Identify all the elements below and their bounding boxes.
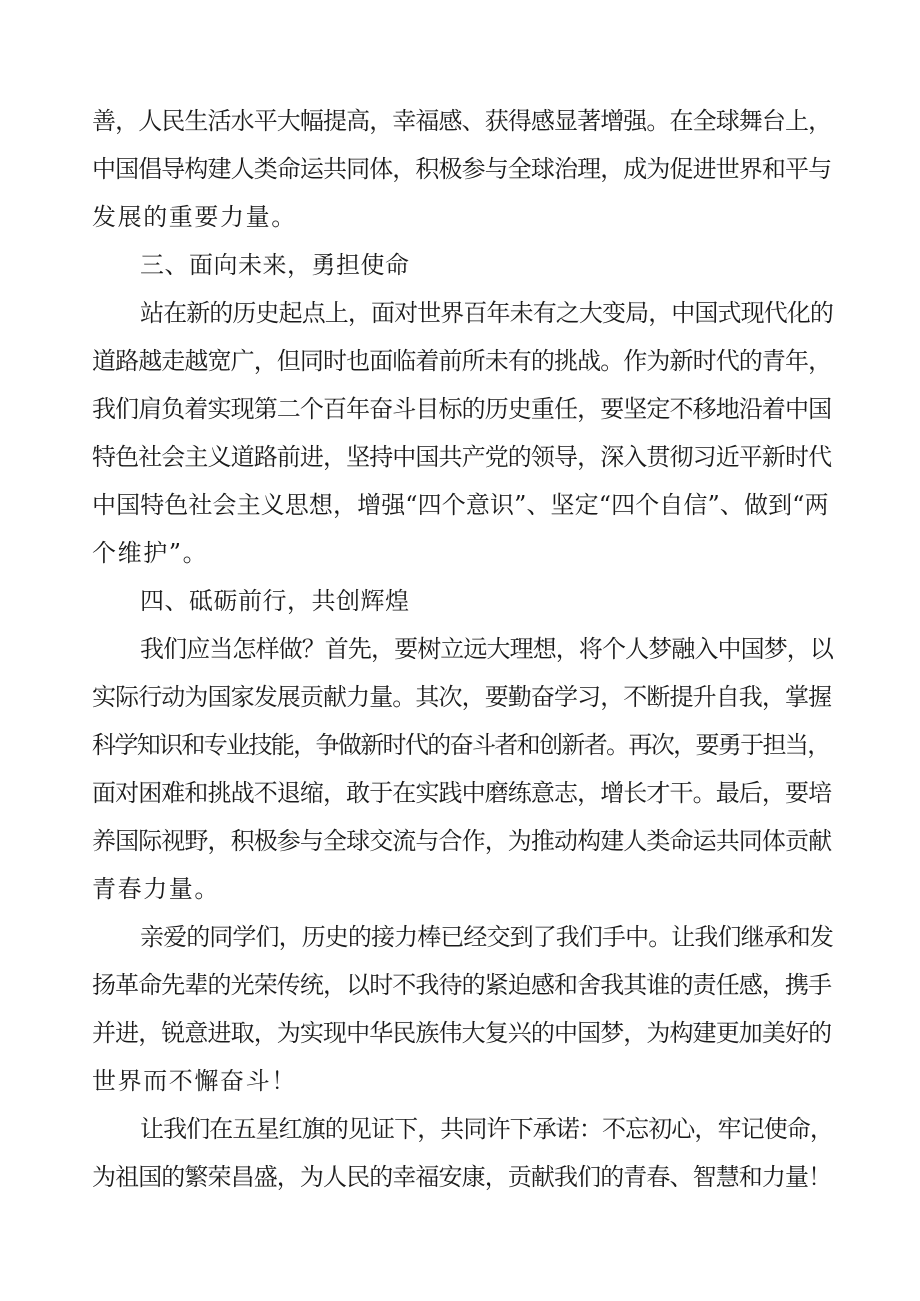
text-line: 中国特色社会主义思想，增强“四个意识”、坚定“四个自信”、做到“两	[92, 491, 829, 519]
section-heading: 三、面向未来，勇担使命	[140, 251, 410, 279]
paragraph	[92, 289, 836, 577]
document-page	[92, 97, 836, 1201]
paragraph	[92, 913, 836, 1105]
text-line: 我们应当怎样做？首先，要树立远大理想，将个人梦融入中国梦，以	[140, 635, 833, 663]
text-line: 发展的重要力量。	[92, 203, 297, 231]
text-line: 让我们在五星红旗的见证下，共同许下承诺：不忘初心，牢记使命，	[140, 1115, 833, 1143]
text-line: 实际行动为国家发展贡献力量。其次，要勤奋学习，不断提升自我，掌握	[92, 683, 832, 711]
text-line: 我们肩负着实现第二个百年奋斗目标的历史重任，要坚定不移地沿着中国	[92, 395, 832, 423]
paragraph	[92, 625, 836, 913]
text-line: 中国倡导构建人类命运共同体，积极参与全球治理，成为促进世界和平与	[92, 155, 832, 183]
text-line: 扬革命先辈的光荣传统，以时不我待的紧迫感和舍我其谁的责任感，携手	[92, 971, 832, 999]
text-line: 科学知识和专业技能，争做新时代的奋斗者和创新者。再次，要勇于担当，	[92, 731, 830, 759]
text-line: 养国际视野，积极参与全球交流与合作，为推动构建人类命运共同体贡献	[92, 827, 832, 855]
text-line: 亲爱的同学们，历史的接力棒已经交到了我们手中。让我们继承和发	[140, 923, 833, 951]
text-line: 善，人民生活水平大幅提高，幸福感、获得感显著增强。在全球舞台上，	[92, 107, 832, 135]
paragraph	[92, 1105, 836, 1201]
text-line: 特色社会主义道路前进，坚持中国共产党的领导，深入贯彻习近平新时代	[92, 443, 832, 471]
text-line: 青春力量。	[92, 875, 220, 903]
text-line: 世界而不懈奋斗！	[92, 1067, 297, 1095]
section-heading: 四、砥砺前行，共创辉煌	[140, 587, 410, 615]
paragraph	[92, 97, 836, 241]
text-line: 并进，锐意进取，为实现中华民族伟大复兴的中国梦，为构建更加美好的	[92, 1019, 832, 1047]
text-line: 为祖国的繁荣昌盛，为人民的幸福安康，贡献我们的青春、智慧和力量！	[92, 1163, 832, 1191]
text-line: 个维护”。	[92, 539, 209, 567]
text-line: 面对困难和挑战不退缩，敢于在实践中磨练意志，增长才干。最后，要培	[92, 779, 832, 807]
text-line: 站在新的历史起点上，面对世界百年未有之大变局，中国式现代化的	[140, 299, 833, 327]
text-line: 道路越走越宽广，但同时也面临着前所未有的挑战。作为新时代的青年，	[92, 347, 832, 375]
